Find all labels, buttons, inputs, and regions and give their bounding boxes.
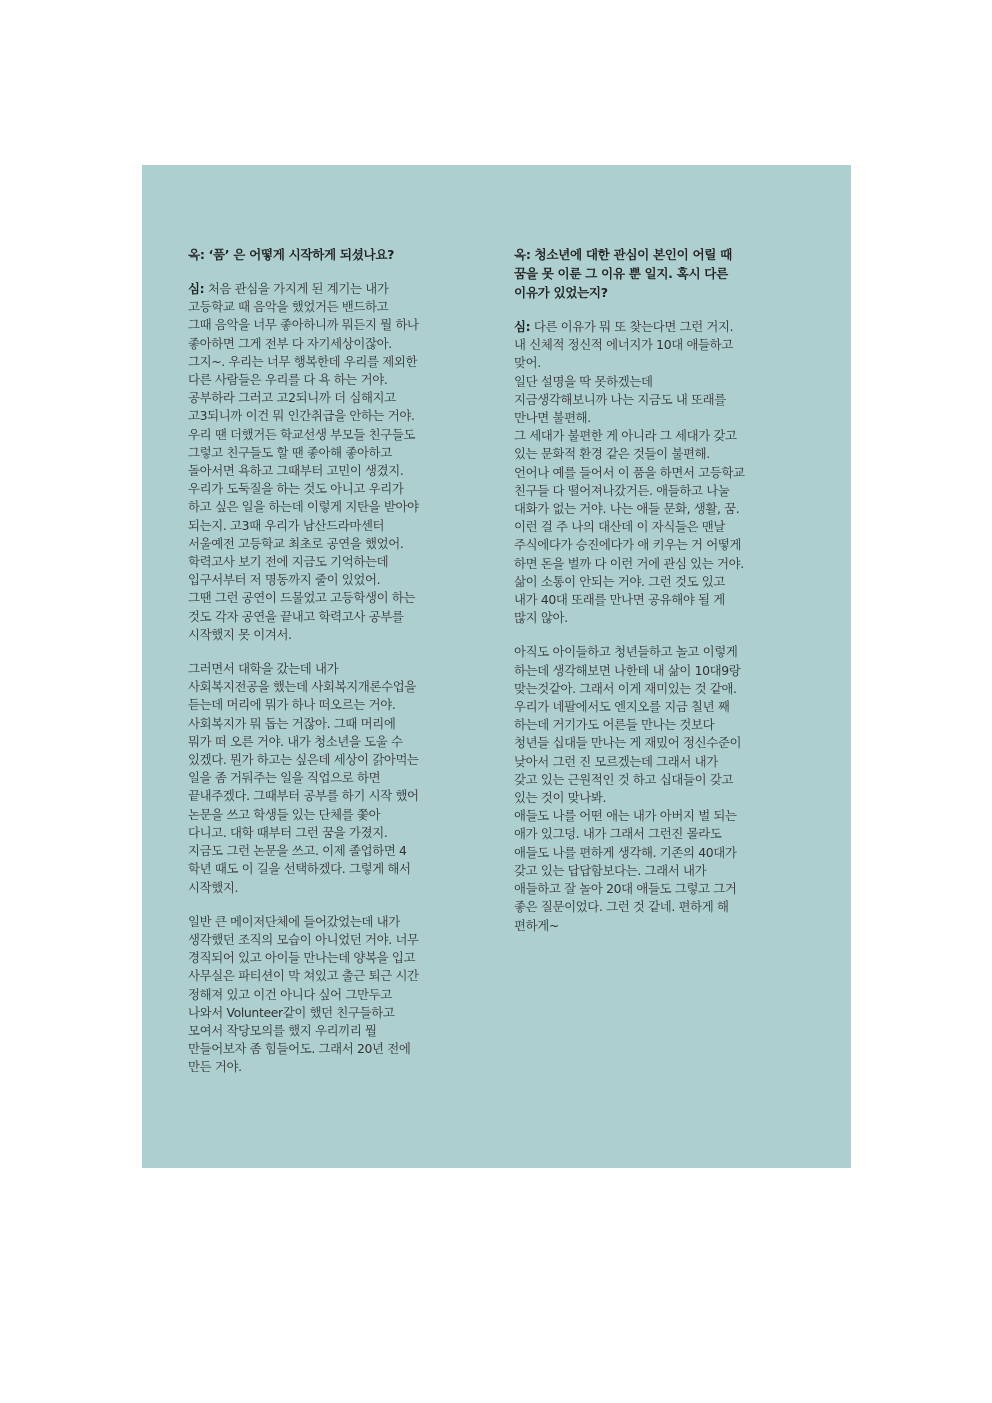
text-line: 논문을 쓰고 학생들 있는 단체를 쫓아 — [188, 806, 381, 822]
text-line: 사회복지가 뭐 돕는 거잖아. 그때 머리에 — [188, 715, 396, 731]
answer-paragraph — [188, 913, 488, 1077]
interview-panel — [142, 165, 851, 1168]
text-line: 그러면서 대학을 갔는데 내가 — [188, 661, 339, 677]
text-line: 내가 40대 또래를 만나면 공유해야 될 게 — [514, 592, 725, 608]
text-line: 생각했던 조직의 모습이 아니었던 거야. 너무 — [188, 931, 419, 947]
text-line: 갖고 있는 답답함보다는. 그래서 내가 — [514, 862, 707, 878]
text-line: 지금생각해보니까 나는 지금도 내 또래를 — [514, 391, 726, 407]
text-line: 대화가 없는 거야. 나는 애들 문화, 생활, 꿈. — [514, 501, 740, 517]
text-line: 모여서 작당모의를 했지 우리끼리 뭘 — [188, 1022, 377, 1038]
text-line: 다니고. 대학 때부터 그런 꿈을 가졌지. — [188, 824, 388, 840]
text-line: 만나면 불편해. — [514, 410, 591, 426]
text-line: 고3되니까 이건 뭐 인간취급을 안하는 거야. — [188, 408, 415, 424]
text-line: 정해져 있고 이건 아니다 싶어 그만두고 — [188, 986, 392, 1002]
text-line: 학력고사 보기 전에 지금도 기억하는데 — [188, 554, 389, 570]
text-line: 다른 사람들은 우리를 다 욕 하는 거야. — [188, 372, 388, 388]
answer-paragraph — [514, 643, 814, 934]
text-line: 삶이 소통이 안되는 거야. 그런 것도 있고 — [514, 573, 726, 589]
text-line: 서울예전 고등학교 최초로 공연을 했었어. — [188, 535, 404, 551]
text-line: 맞는것같아. 그래서 이게 재미있는 것 같애. — [514, 680, 737, 696]
text-line: 우리가 네팔에서도 엔지오를 지금 칠년 째 — [514, 699, 730, 715]
text-line: 애들도 나를 어떤 애는 내가 아버지 벌 되는 — [514, 808, 737, 824]
text-line: 일반 큰 메이저단체에 들어갔었는데 내가 — [188, 913, 400, 929]
text-line: 갖고 있는 근원적인 것 하고 십대들이 갖고 — [514, 771, 734, 787]
text-line: 심: 다른 이유가 뭐 또 찾는다면 그런 거지. — [514, 319, 734, 334]
text-line: 일단 설명을 딱 못하겠는데 — [514, 373, 653, 389]
answer-paragraph — [514, 318, 814, 627]
text-line: 옥: 청소년에 대한 관심이 본인이 어릴 때 — [514, 247, 732, 262]
text-line: 편하게~ — [514, 917, 559, 933]
text-line: 있는 문화적 환경 같은 것들이 불편해. — [514, 446, 710, 462]
text-line: 입구서부터 저 명동까지 줄이 있었어. — [188, 572, 381, 588]
text-line: 학년 때도 이 길을 선택하겠다. 그렇게 해서 — [188, 861, 411, 877]
question-heading — [514, 245, 814, 302]
text-line: 지금도 그런 논문을 쓰고. 이제 졸업하면 4 — [188, 843, 407, 859]
text-line: 우리가 도둑질을 하는 것도 아니고 우리가 — [188, 481, 404, 497]
text-line: 시작했지 못 이겨서. — [188, 626, 292, 642]
text-line: 시작했지. — [188, 879, 239, 895]
text-line: 좋은 질문이었다. 그런 것 같네. 편하게 해 — [514, 899, 729, 915]
text-line: 경직되어 있고 아이들 만나는데 양복을 입고 — [188, 950, 416, 966]
text-line: 애들도 나를 편하게 생각해. 기존의 40대가 — [514, 844, 737, 860]
text-line: 있는 것이 맞나봐. — [514, 790, 607, 806]
text-line: 애가 있그덩. 내가 그래서 그런진 몰라도 — [514, 826, 722, 842]
text-line: 되는지. 고3때 우리가 남산드라마센터 — [188, 517, 385, 533]
answer-paragraph — [188, 660, 488, 897]
text-line: 이런 걸 주 나의 대산데 이 자식들은 맨날 — [514, 519, 726, 535]
text-line: 그 세대가 불편한 게 아니라 그 세대가 갖고 — [514, 428, 737, 444]
speaker-label: 심: — [514, 319, 531, 334]
text-line: 친구들 다 떨어져나갔거든. 애들하고 나눌 — [514, 482, 730, 498]
text-line: 언어나 예를 들어서 이 품을 하면서 고등학교 — [514, 464, 745, 480]
text-line: 사회복지전공을 했는데 사회복지개론수업을 — [188, 679, 416, 695]
answer-paragraph — [188, 280, 488, 644]
text-line: 좋아하면 그게 전부 다 자기세상이잖아. — [188, 335, 392, 351]
text-line: 뭐가 떠 오른 거야. 내가 청소년을 도울 수 — [188, 733, 403, 749]
question-heading: 옥: ‘품’ 은 어떻게 시작하게 되셨나요? — [188, 247, 395, 262]
text-line: 하면 돈을 벌까 다 이런 거에 관심 있는 거야. — [514, 555, 744, 571]
text-line: 아직도 아이들하고 청년들하고 놀고 이렇게 — [514, 644, 738, 660]
speaker-label: 심: — [188, 281, 205, 296]
text-line: 공부하라 그러고 고2되니까 더 심해지고 — [188, 390, 396, 406]
text-line: 청년들 십대들 만나는 게 재밌어 정신수준이 — [514, 735, 742, 751]
left-column — [188, 245, 488, 1093]
text-line: 심: 처음 관심을 가지게 된 계기는 내가 — [188, 281, 389, 296]
text-line: 그렇고 친구들도 할 땐 좋아해 좋아하고 — [188, 444, 392, 460]
text-line: 꿈을 못 이룬 그 이유 뿐 일지. 혹시 다른 — [514, 266, 728, 281]
text-line: 끝내주겠다. 그때부터 공부를 하기 시작 했어 — [188, 788, 419, 804]
text-line: 만든 거야. — [188, 1059, 242, 1075]
text-line: 하고 싶은 일을 하는데 이렇게 지탄을 받아야 — [188, 499, 419, 515]
text-line: 일을 좀 거둬주는 일을 직업으로 하면 — [188, 770, 381, 786]
text-line: 많지 않아. — [514, 610, 568, 626]
text-line: 주식에다가 승진에다가 애 키우는 거 어떻게 — [514, 537, 742, 553]
text-line: 듣는데 머리에 뭐가 하나 떠오르는 거야. — [188, 697, 396, 713]
text-line: 있겠다. 뭔가 하고는 싶은데 세상이 갉아먹는 — [188, 752, 419, 768]
text-line: 그지~. 우리는 너무 행복한데 우리를 제외한 — [188, 353, 418, 369]
text-line: 하는데 거기가도 어른들 만나는 것보다 — [514, 717, 715, 733]
text-line: 애들하고 잘 놀아 20대 애들도 그렇고 그거 — [514, 881, 737, 897]
text-line: 낮아서 그런 진 모르겠는데 그래서 내가 — [514, 753, 718, 769]
text-line: 하는데 생각해보면 나한테 내 삶이 10대9랑 — [514, 662, 741, 678]
text-line: 이유가 있었는지? — [514, 285, 608, 300]
text-line: 사무실은 파티션이 막 쳐있고 출근 퇴근 시간 — [188, 968, 419, 984]
text-line: 것도 각자 공연을 끝내고 학력고사 공부를 — [188, 608, 404, 624]
text-line: 그때 음악을 너무 좋아하니까 뭐든지 뭘 하나 — [188, 317, 419, 333]
text-line: 맞어. — [514, 355, 541, 371]
text-line: 나와서 Volunteer같이 했던 친구들하고 — [188, 1004, 395, 1020]
text-line: 우리 땐 더했거든 학교선생 부모들 친구들도 — [188, 426, 416, 442]
text-line: 그땐 그런 공연이 드물었고 고등학생이 하는 — [188, 590, 416, 606]
text-line: 돌아서면 욕하고 그때부터 고민이 생겼지. — [188, 463, 404, 479]
text-line: 고등학교 때 음악을 했었거든 밴드하고 — [188, 299, 389, 315]
right-column — [514, 245, 814, 951]
text-line: 만들어보자 좀 힘들어도. 그래서 20년 전에 — [188, 1041, 411, 1057]
text-line: 내 신체적 정신적 에너지가 10대 애들하고 — [514, 337, 733, 353]
